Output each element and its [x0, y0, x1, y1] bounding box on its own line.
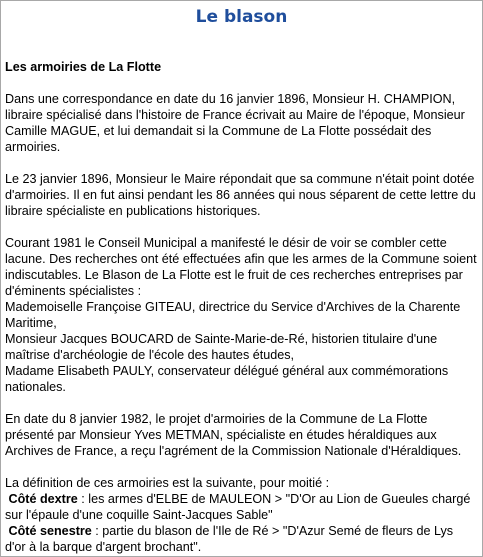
paragraph-correspondence: Dans une correspondance en date du 16 janvier 1896, Monsieur H. CHAMPION, libraire spécialisé dans l'histoire de France écrivait au Maire de l'époque, Monsieur Camille MAGUE, et lui demandait si la Commune de La Flotte possédait des armoiries. — [5, 92, 465, 154]
page-title: Le blason — [195, 7, 288, 27]
specialist-boucard: Monsieur Jacques BOUCARD de Sainte-Marie-de-Ré, historien titulaire d'une maîtrise d'archéologie de l'école des hautes études, — [5, 332, 438, 362]
section-heading: Les armoiries de La Flotte — [5, 60, 162, 74]
definition-dextre — [5, 491, 477, 523]
specialist-pauly: Madame Elisabeth PAULY, conservateur délégué général aux commémorations nationales. — [5, 364, 449, 394]
paragraph-reply: Le 23 janvier 1896, Monsieur le Maire répondait que sa commune n'était point dotée d'armoiries. Il en fut ainsi pendant les 86 années qui nous séparent de cette lettre du libraire spécialiste en publications historiques. — [5, 172, 476, 218]
senestre-text: : partie du blason de l'Ile de Ré > "D'Azur Semé de fleurs de Lys d'or à la barque d'argent brochant". — [5, 524, 454, 554]
dextre-text: : les armes d'ELBE de MAULEON > "D'Or au Lion de Gueules chargé sur l'épaule d'une coquille Saint-Jacques Sable" — [5, 492, 471, 522]
specialist-giteau: Mademoiselle Françoise GITEAU, directrice du Service d'Archives de la Charente Maritime, — [5, 300, 461, 330]
specialists-intro: Courant 1981 le Conseil Municipal a manifesté le désir de voir se combler cette lacune. Des recherches ont été effectuées afin que les armes de la Commune soient indiscutables. Le Blason de La Flotte est le fruit de ces recherches entreprises par d'éminents spécialistes : — [5, 236, 477, 298]
senestre-label: Côté senestre — [8, 524, 92, 538]
definition-intro: La définition de ces armoiries est la suivante, pour moitié : — [5, 476, 330, 490]
paragraph-specialists — [5, 235, 477, 395]
paragraph-definition — [5, 475, 477, 555]
article-body — [5, 59, 477, 557]
dextre-label: Côté dextre — [8, 492, 78, 506]
paragraph-approval: En date du 8 janvier 1982, le projet d'armoiries de la Commune de La Flotte présenté par Monsieur Yves METMAN, spécialiste en études héraldiques aux Archives de France, a reçu l'agrément de la Commission Nationale d'Héraldiques. — [5, 412, 462, 458]
definition-senestre — [5, 523, 477, 555]
